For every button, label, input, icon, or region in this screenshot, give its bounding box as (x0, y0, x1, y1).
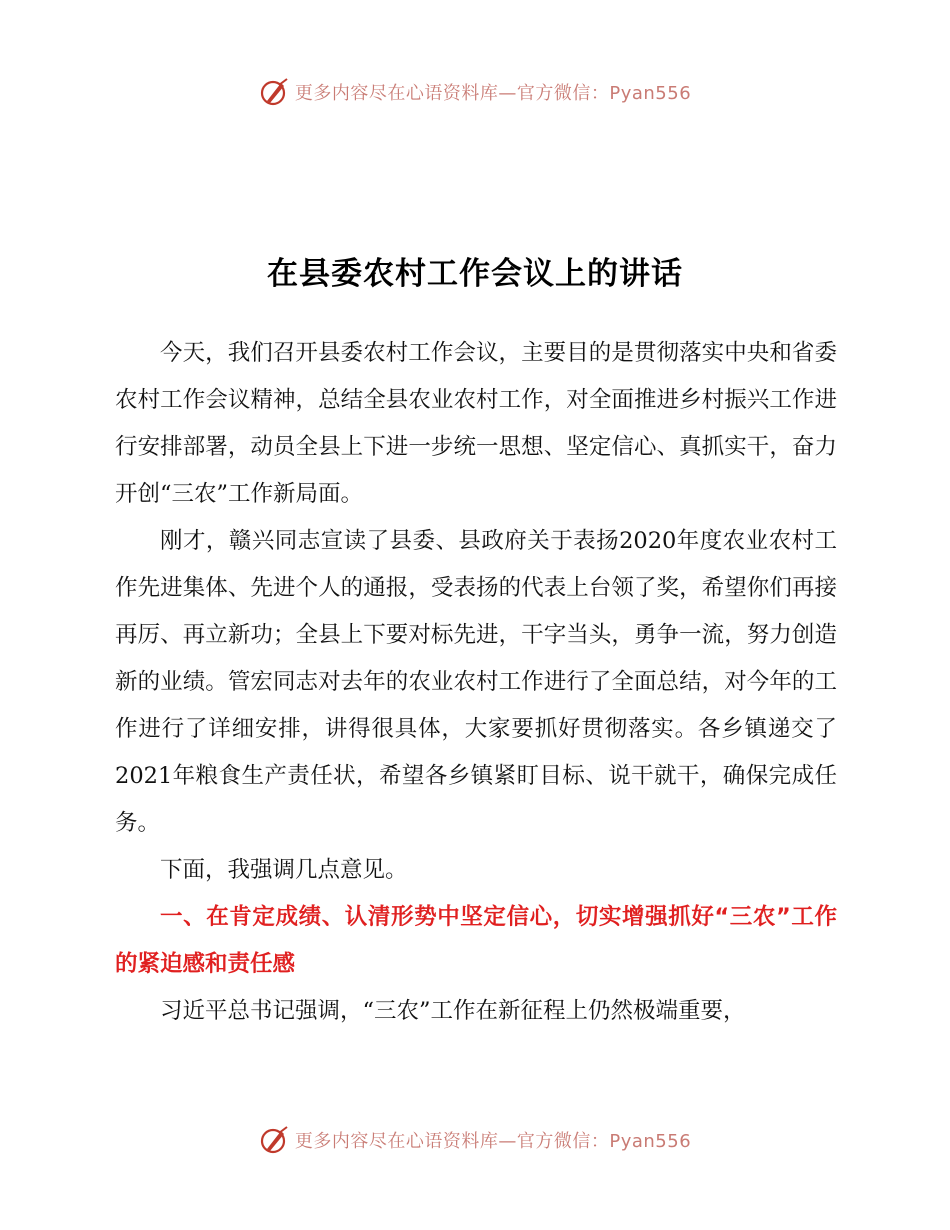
document-body (115, 330, 837, 1035)
section-heading: 一、在肯定成绩、认清形势中坚定信心，切实增强抓好“三农”工作的紧迫感和责任感 (115, 904, 837, 977)
footer-watermark (0, 1120, 950, 1160)
paragraph: 下面，我强调几点意见。 (160, 857, 408, 883)
paragraph: 今天，我们召开县委农村工作会议，主要目的是贯彻落实中央和省委农村工作会议精神，总结全县农业农村工作，对全面推进乡村振兴工作进行安排部署，动员全县上下进一步统一思想、坚定信心、真抓实干，奋力开创“三农”工作新局面。 (115, 340, 837, 507)
watermark-text: 更多内容尽在心语资料库—官方微信：Pyan556 (294, 1131, 692, 1152)
quill-logo-icon (259, 1125, 289, 1155)
paragraph: 习近平总书记强调，“三农”工作在新征程上仍然极端重要， (160, 998, 746, 1024)
document-title: 在县委农村工作会议上的讲话 (267, 256, 683, 292)
paragraph: 刚才，赣兴同志宣读了县委、县政府关于表扬2020年度农业农村工作先进集体、先进个人的通报，受表扬的代表上台领了奖，希望你们再接再厉、再立新功；全县上下要对标先进，干字当头，勇争一流，努力创造新的业绩。管宏同志对去年的农业农村工作进行了全面总结，对今年的工作进行了详细安排，讲得很具体，大家要抓好贯彻落实。各乡镇递交了2021年粮食生产责任状，希望各乡镇紧盯目标、说干就干，确保完成任务。 (115, 528, 837, 836)
header-watermark (0, 72, 950, 112)
quill-logo-icon (259, 77, 289, 107)
watermark-text: 更多内容尽在心语资料库—官方微信：Pyan556 (294, 83, 692, 104)
